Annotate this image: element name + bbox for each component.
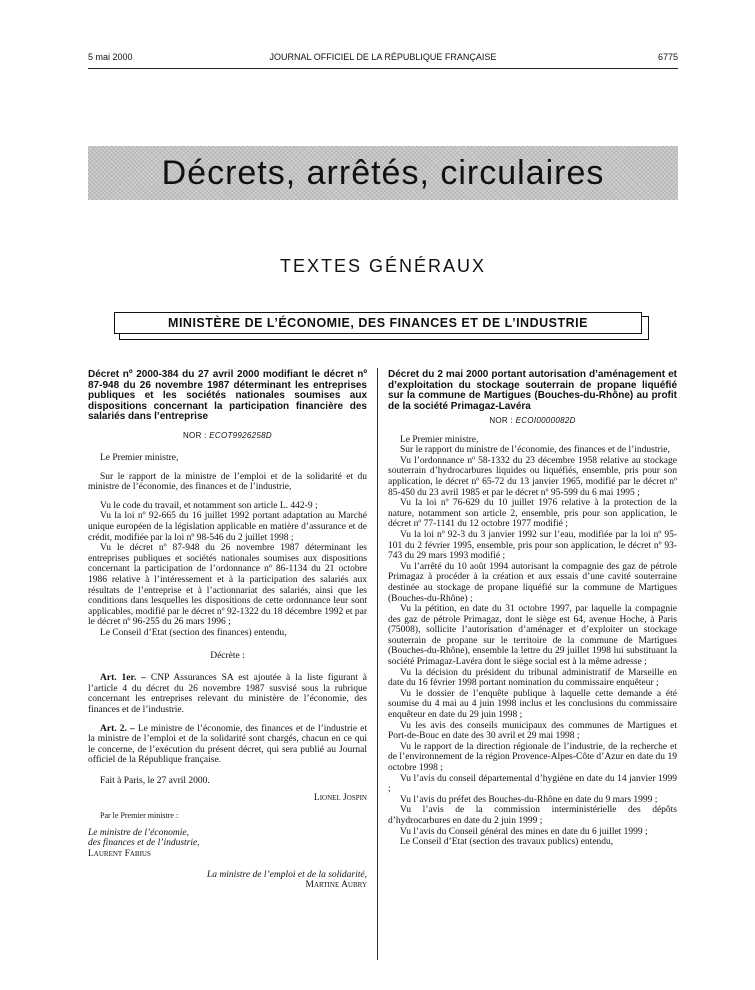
right-column [388,370,677,848]
visa-paragraph: Vu la décision du président du tribunal administratif de Marseille en date du 16 février 1998 portant nomination du commissaire enquêteur ; [388,667,677,689]
left-column [88,370,367,891]
ministre-eco-line-1: Le ministre de l’économie, [88,827,189,838]
header-page-number: 6775 [657,52,678,62]
ministry-box [119,316,649,340]
visa-paragraph: Vu les avis des conseils municipaux des communes de Martigues et Port-de-Bouc en date des 30 avril et 29 mai 1998 ; [388,720,677,742]
header-rule [88,68,678,69]
ministre-emploi-name: Martine Aubry [305,880,367,891]
visa-paragraph: Vu le dossier de l’enquête publique à laquelle cette demande a été soumise du 4 mai au 4 juin 1998 inclus et les conclusions du commissaire enquêteur en date du 29 juin 1998 ; [388,688,677,721]
visa-paragraph: Sur le rapport du ministre de l’économie, des finances et de l’industrie, [400,445,670,456]
nor-reference-left [88,431,367,442]
fait-line: Fait à Paris, le 27 avril 2000. [100,775,210,786]
par-le-premier-ministre: Par le Premier ministre : [100,811,179,821]
visa-paragraph: Sur le rapport de la ministre de l’emploi et de la solidarité et du ministre de l’économie, des finances et de l’industrie, [88,471,367,493]
ministry-box-inner [114,312,642,334]
decrete-line: Décrète : [210,650,245,661]
nor-code: ECOI0000082D [515,416,576,425]
column-divider [377,368,378,960]
nor-label: NOR : [489,416,514,425]
visa-paragraph: Vu le décret nº 87-948 du 26 novembre 1987 déterminant les entreprises publiques et sociétés nationales soumises aux dispositions concernant la participation de l’ordonnance nº 86-1134 du 21 octobre 1986 relative à l’intéressement et à la participation des salariés aux résultats de l’entreprise et à l’actionnariat des salariés, ainsi que les conditions dans lesquelles les dispositions de cette ordonnance leur sont applicables, modifié par le décret nº 92-1322 du 18 décembre 1992 et par le décret nº 96-255 du 26 mars 1996 ; [88,543,367,628]
visa-paragraph: Vu le code du travail, et notamment son article L. 442-9 ; [100,500,318,511]
visa-paragraph: Le Conseil d’Etat (section des finances) entendu, [100,628,287,638]
intro-line: Le Premier ministre, [400,434,479,445]
article-2-label: Art. 2. – [100,723,135,734]
nor-reference-right [388,416,677,427]
article-1 [88,673,367,715]
banner-title: Décrets, arrêtés, circulaires [161,154,605,192]
page-header [88,52,678,66]
decree-title-right: Décret du 2 mai 2000 portant autorisation d’aménagement et d’exploitation du stockage souterrain de propane liquéfié sur la commune de Martigues (Bouches-du-Rhône) au profit de la société Primagaz-Lavéra [388,369,677,412]
section-banner [88,146,678,200]
article-1-text: CNP Assurances SA est ajoutée à la liste figurant à l’article 4 du décret du 26 novembre 1987 susvisé sous la rubrique concernant les entreprises relevant du ministère de l’économie, des finances et de l’industrie. [88,673,368,715]
visa-paragraph: Le Conseil d’Etat (section des travaux publics) entendu, [400,837,614,848]
visa-paragraph: Vu l’avis de la commission interministérielle des dépôts d’hydrocarbures en date du 2 juin 1999 ; [388,805,677,826]
visa-paragraph: Vu l’avis du préfet des Bouches-du-Rhône en date du 9 mars 1999 ; [400,794,658,805]
article-1-label: Art. 1er. – [100,673,146,684]
visa-paragraph: Vu la loi nº 92-3 du 3 janvier 1992 sur l’eau, modifiée par la loi nº 95-101 du 2 février 1995, ensemble, pris pour son application, le décret nº 93-743 du 29 mars 1993 modifié ; [388,529,677,562]
header-date: 5 mai 2000 [88,52,133,62]
visa-paragraph: Vu la loi nº 92-665 du 16 juillet 1992 portant adaptation au Marché unique européen de la législation applicable en matière d’assurance et de crédit, modifiée par la loi nº 98-546 du 2 juillet 1998 ; [88,511,367,543]
visa-paragraph: Vu l’avis du Conseil général des mines en date du 6 juillet 1999 ; [400,826,648,837]
signatory-name: Lionel Jospin [313,792,367,803]
visa-paragraph: Vu l’arrêté du 10 août 1994 autorisant la compagnie des gaz de pétrole Primagaz à procéder à la création et aux essais d’une cavité souterraine destinée au stockage de propane liquéfié sur la commune de Martigues (Bouches-du-Rhône) ; [388,561,677,604]
visa-paragraph: Vu la loi nº 76-629 du 10 juillet 1976 relative à la protection de la nature, notamment son article 2, ensemble, pris pour son application, le décret nº 77-1141 du 12 octobre 1977 modifié ; [388,498,677,530]
article-2 [88,724,367,766]
nor-label: NOR : [182,430,207,440]
visa-paragraph: Vu l’avis du conseil départemental d’hygiène en date du 14 janvier 1999 ; [388,773,677,795]
ministre-emploi-line: La ministre de l’emploi et de la solidarité, [206,869,367,880]
intro-line: Le Premier ministre, [100,453,179,464]
ministry-title: MINISTÈRE DE L’ÉCONOMIE, DES FINANCES ET DE L’INDUSTRIE [168,316,588,330]
section-title: TEXTES GÉNÉRAUX [279,256,487,276]
header-journal-title: JOURNAL OFFICIEL DE LA RÉPUBLIQUE FRANÇAISE [269,52,497,62]
visa-paragraph: Vu l’ordonnance nº 58-1332 du 23 décembre 1958 relative au stockage souterrain d’hydrocarbures liquides ou liquéfiés, ensemble, pris pour son application, le décret nº 65-72 du 13 janvier 1965, modifié par le décret nº 85-450 du 23 avril 1985 et par le décret nº 95-599 du 6 mai 1995 ; [388,455,677,498]
visa-paragraph: Vu la pétition, en date du 31 octobre 1997, par laquelle la compagnie des gaz de pétrole Primagaz, dont le siège est 64, avenue Hoche, à Paris (75008), sollicite l’autorisation d’aménager et d’exploiter un stockage souterrain de propane sur le territoire de la commune de Martigues (Bouches-du-Rhône), ensemble la lettre du 29 juillet 1998 lui substituant la société Primagaz-Lavéra dont le siège social est à la même adresse ; [388,604,677,668]
ministre-eco-name: Laurent Fabius [88,848,151,859]
decree-title-left: Décret nº 2000-384 du 27 avril 2000 modifiant le décret nº 87-948 du 26 novembre 1987 déterminant les entreprises publiques et les sociétés nationales soumises aux dispositions concernant la participation financière des salariés dans l’entreprise [88,369,367,422]
nor-code: ECOT9926258D [209,430,272,440]
visa-paragraph: Vu le rapport de la direction régionale de l’industrie, de la recherche et de l’environnement de la région Provence-Alpes-Côte d’Azur en date du 19 octobre 1998 ; [388,741,677,773]
ministre-eco-line-2: des finances et de l’industrie, [88,838,200,849]
article-2-text: Le ministre de l’économie, des finances et de l’industrie et la ministre de l’emploi et de la solidarité sont chargés, chacun en ce qui le concerne, de l’exécution du présent décret, qui sera publié au Journal officiel de la République française. [88,723,367,766]
